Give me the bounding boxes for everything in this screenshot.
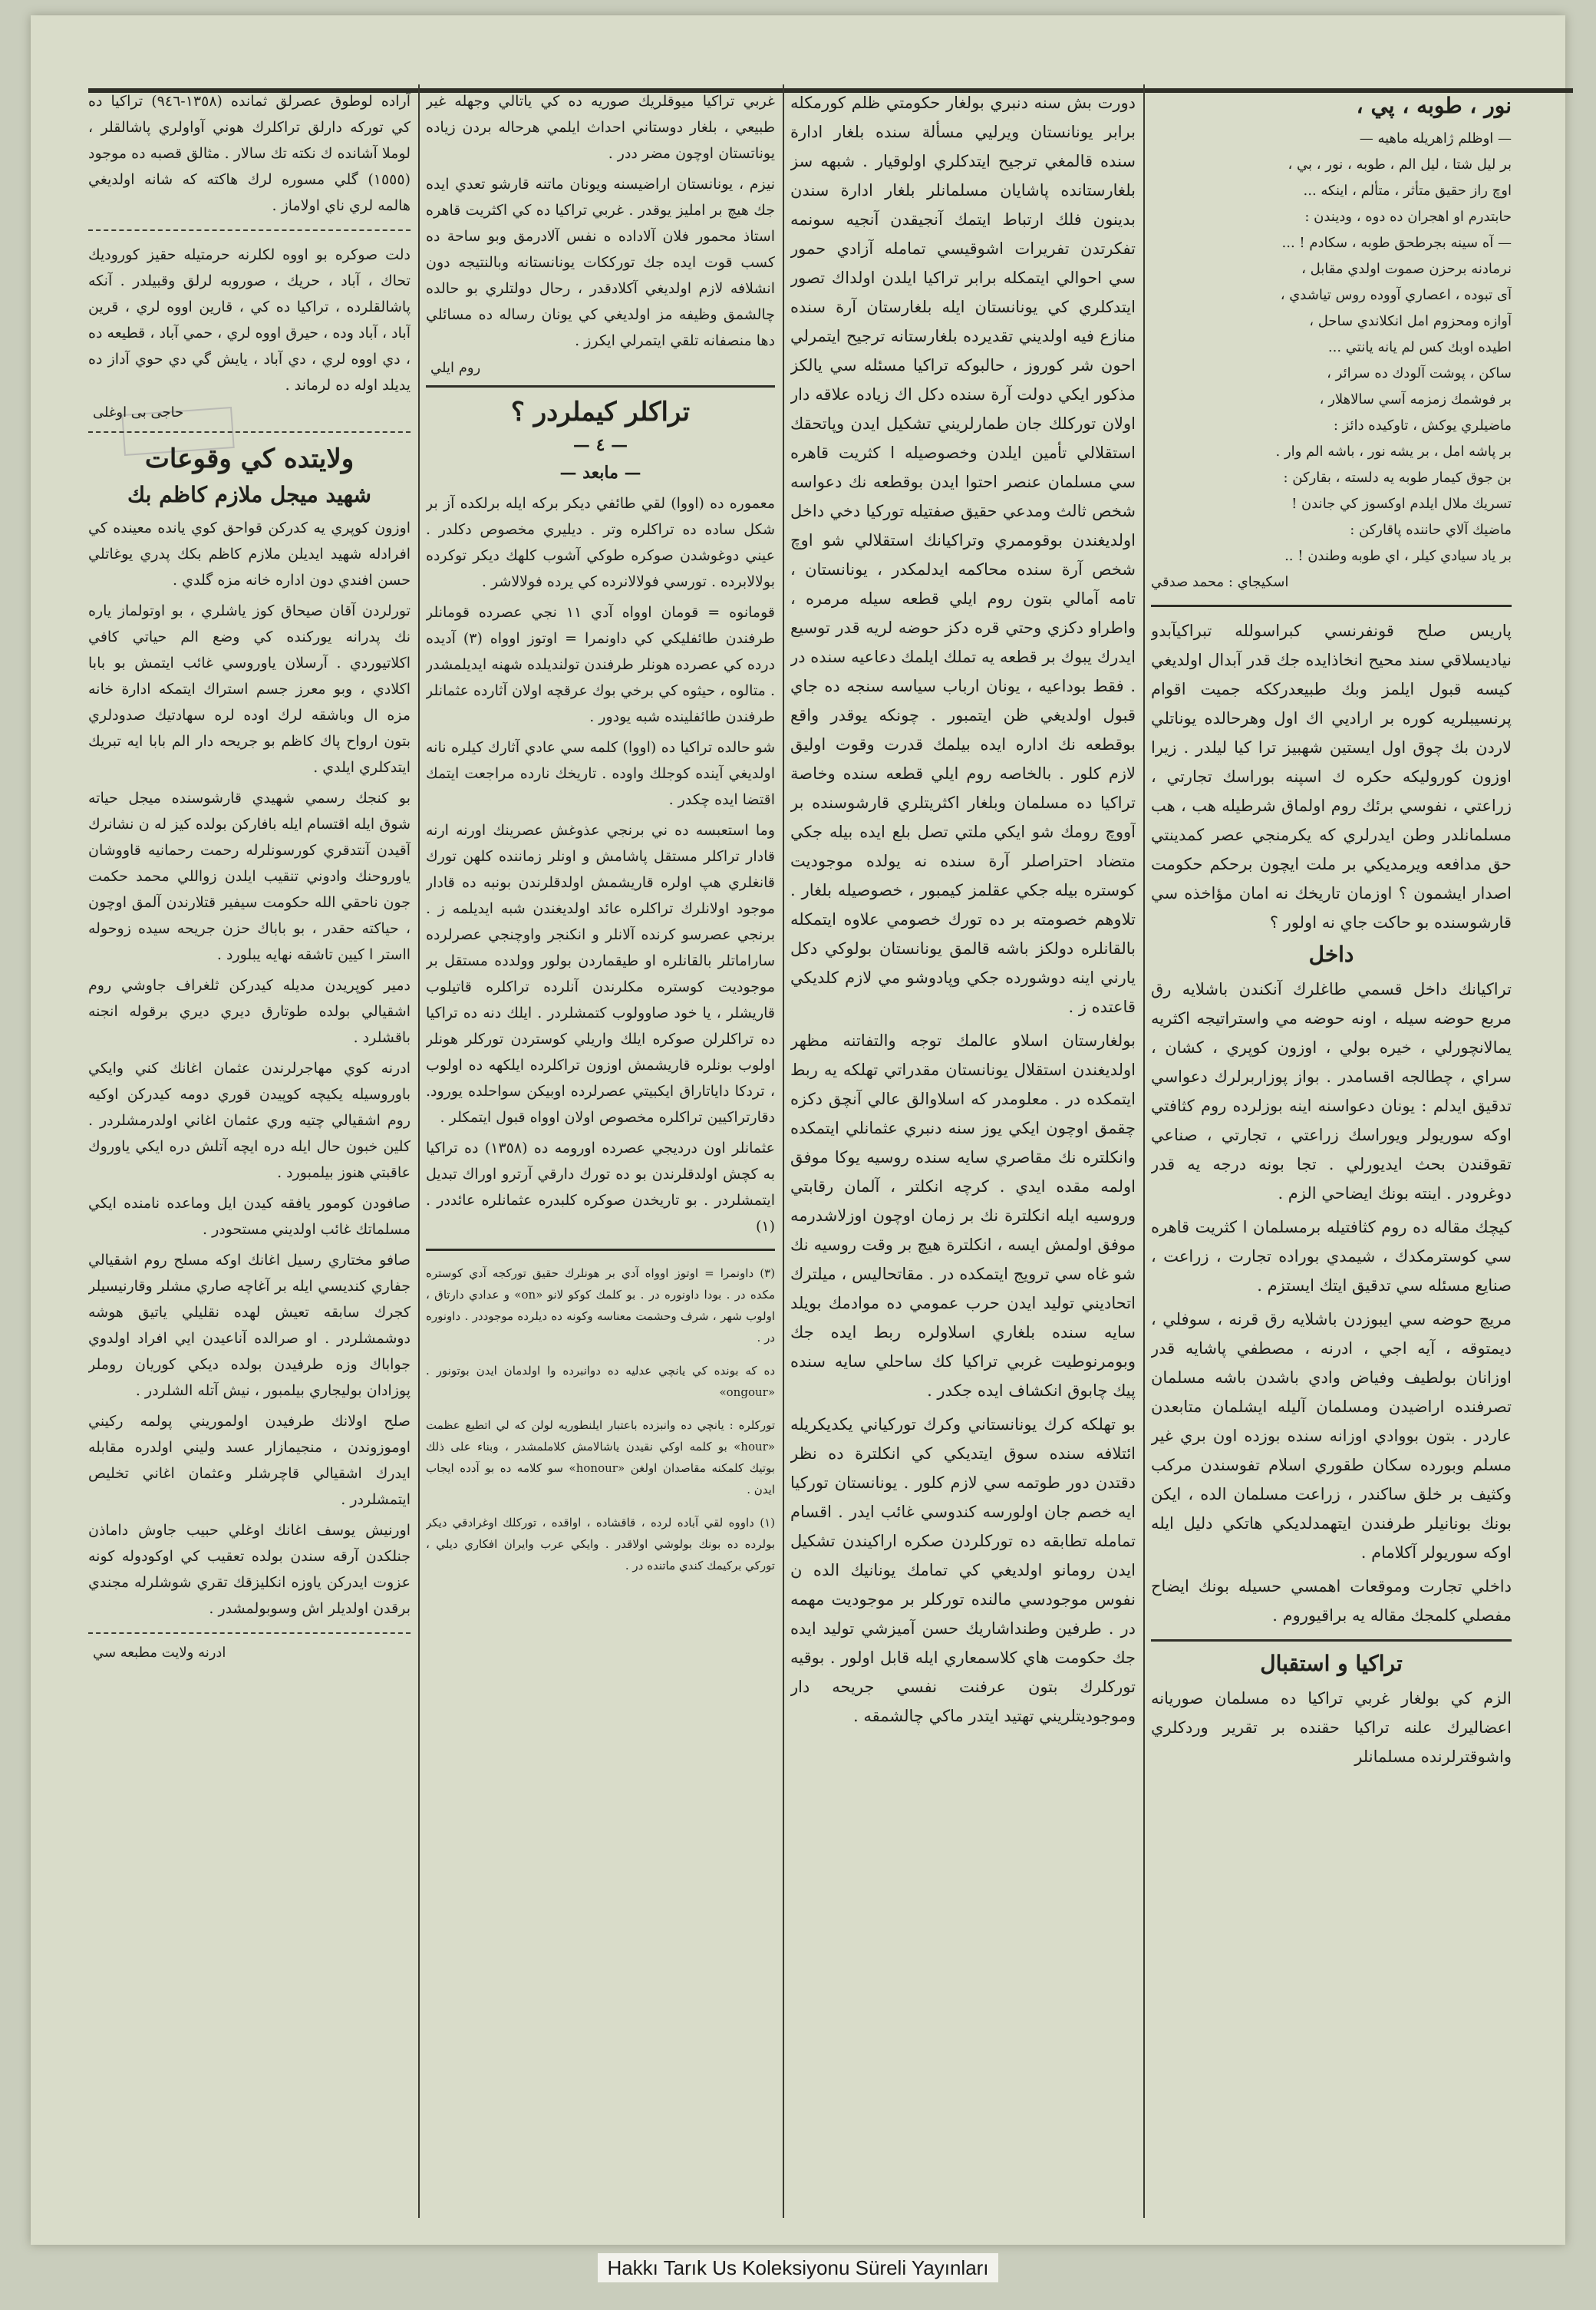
divider <box>88 229 411 231</box>
poem-line: اوچ راز حقيق متأثر ، متألم ، اينكه ... <box>1303 183 1512 199</box>
col1-body-paragraph: اوزون كوپري يه كدركن قواحق كوي يانده معينده كي افرادله شهيد ايديلن ملازم كاظم بكك پدري يوغاتلي حسن افندي دون اداره خانه مزه گلدي . <box>88 520 411 589</box>
poem-line: بر ياد سيادي كيلر ، اي طوبه وطندن ! .. <box>1284 548 1512 564</box>
poem-line: بر ليل شتا ، ليل الم ، طوبه ، نور ، بي ، <box>1288 157 1512 173</box>
col1-section-subtitle: شهيد ميجل ملازم كاظم بك <box>127 482 371 507</box>
divider <box>1151 605 1512 607</box>
column-4 <box>1151 88 1512 2222</box>
col2-footnote: (٣) داونمرا = اوتوز اوواه آدي بر هونلرك حقيق توركجه آدي كوستره مكده در . بودا داونوره در . بو كلمك كوكو لانو «on» و عدادي دارتاق ، اولوب شهر ، شرف وحشمت معناسه وكونه ده ديلرده موجوددر . داونوره در . <box>426 1266 775 1345</box>
column-rule-2 <box>783 84 784 2218</box>
poem <box>1151 126 1512 569</box>
divider <box>426 385 775 388</box>
poem-line: — آه سينه بجرطحق طوبه ، سكادم ! ... <box>1281 235 1512 251</box>
col1-body-paragraph: بو كنجك رسمي شهيدي قارشوسنده ميجل حياته شوق ايله اقتسام ايله بافاركن بولده كيز له ن نشانرك آقيدن آنتدقري كورسونلرله رحمت رحمانيه قاووشان ياوروحنك وادوني تنقيب ايلدن زواللي محمد حكمت جون ناحقي الله حكومت سيفير قتلارندن آلمق اوچون ، حياكته حقدر ، بو باباك حزن جريحه سيده زوحوله ااستر ا كيين تاشقه نهايه يبلورد . <box>88 790 411 963</box>
column-3 <box>790 88 1136 2222</box>
col2-body-paragraph: معموره ده (اووا) لقي طائفي ديكر بركه ايله برلكده آز بر شكل ساده ده تراكلره وتر . ديليري مخصوص دكلدر . عيني دوغوشدن صوكره طوكي آشوب كلهك ديكر توكرده بولالابرده . تورسي فولالانرده كي يرده فولالاشر . <box>426 495 775 590</box>
poem-line: بر فوشمك زمزمه آسي سالاهلار ، <box>1319 391 1512 408</box>
col3-paragraph: دورت بش سنه دنبري بولغار حكومتي ظلم كورمكله برابر يونانستان ويرليي مسألة سنده بلغار ادارة سنده قالمغي ترجيح ايتدكلري اولوقيار . شبهه سز بلغارستانده پاشايان مسلمانلر بلغار ادارة سندن بدينون فلك ارتباط ايتمك آنجيقدن آنجيه سونمه تفكرتدن تفريرات اشوقيسي تمامله آزادي حمور سي احوالي ايتمكله برابر تراكيا ايلدن اولداك تصور ايتدكلري كي يونانستان ايله بلغارستان آرة سنده منازع فيه اولديني تقديرده بلغارستانه ترجيح ايتمرلي احون شر كوروز ، حالبوكه تراكيا مسئله سي يالكز مذكور ايكي دولت آرة سنده دكل اك زياده علاقه دار اولان توركلك جان طمارلريني تشكيل ايدن وپاتحقك استقلالي تأمين ايلدن وخصوصيله ا كثريت قاهره سي مسلمان عنصر احتوا ايدن بوقطعه نك دعواسه شخص ثالث ومدعي حقيق صفتيله توركيا دخي داخل اولديغندن بوقوممري وتراكيانك استقلالي شو اوچ شخص آرة سنده محاكمه ايدلمكدر ، يونانستان ، تامه آمالي بتون روم ايلي قطعه سيله مرمره ، واطراو دكزي وحتي قره دكز حوضه لريه قدر توسيع ايدرك يبوك بر قطعه يه تملك ايلمك دعاعيه سنده در . فقط بوداعيه ، يونان ارباب سياسه سنجه ده جاي قبول اولديغي ظن ايتمبور . چونكه يوقدر واقع بوقطعه نك اداره ايده بيلمك قدرت وقوت اوليق لازم كلور . بالخاصه روم ايلي قطعه سنده وخاصة تراكيا ده مسلمان وبلغار اكثريتلري قارشوسنده بر آووچ رومك شو ايكي ملتي تصل بلع ايده بيله جكي متضاد احتراصلر آرة سنده نه يولده موجوديت كوستره بيله جكي عقلمز كيمبور ، خصوصيله بلغار . تلاوهم خصومته بر ده تورك خصومي علاوه ايتمكله بالقانلره دولكز باشه قالمق يونانستان بولوكي دكل يارني اينه دوشورده جكي وپادوشو مي لازم كلديكي قاعتده ز . <box>790 94 1136 1016</box>
divider <box>88 431 411 433</box>
divider <box>1151 1639 1512 1642</box>
col1-intro-paragraph: دلت صوكره بو اووه لكلرنه حرمتيله حقيز كوروديك تحاك ، آباد ، حريك ، صوروبه لرلق وقبيلدر . آنكه پاشالقلرده ، تراكيا ده كي ، قارين اووه لري ، قرين آباد ، آباد وده ، حيرق اووه لري ، حمي آباد ، قطيعه ده ، دي اووه لري ، دي آباد ، يايش گي دي حوي آداز ده يديلد اوله ده لرماند . <box>88 246 411 394</box>
col3-paragraph: بولغارستان اسلاو عالمك توجه والتفاتنه مظهر اولديغندن استقلال يونانستان مقدراتي تهلكه يه ربط ايتمكده در . معلومدر كه اسلاوالق عالي آنچق دكزه چقمق اوچون ايكي يوز سنه دنبري عثمانلي ايتمكده وانكلتره نك مقاصري سايه سنده روسيه يوكا موفق اولمه مقده ايدي . كرچه انكلتر ، آلمان رقابتي وروسيه ايله انكلترة نك بر زمان اوچون اوزلاشدرمه موفق اولمش ايسه ، انكلترة هيچ بر وقت روسيه نك شو غاه سي ترويج ايتمكده در . مقاتحاليس ، ميلترك اتحاديني توليد ايدن حرب عمومي ده موادمك بويلد سايه سنده بلغاري اسلاولره ربط ايده جك وبومرنوطيت غربي تراكيا كك ساحلي سايه سنده پيك چابوق انكشاف ايده جكدر . <box>790 1031 1136 1400</box>
col1-intro <box>88 88 411 398</box>
col4-paragraph: داخلي تجارت وموقعات اهمسي حسيله بونك ايضاح مفصلي كلمجك مقاله يه براقيوروم . <box>1151 1577 1512 1625</box>
col2-signature: روم ايلي <box>430 360 481 376</box>
collection-footer <box>0 2252 1596 2310</box>
poem-title: نور ، طوبه ، پي ، <box>1356 93 1512 118</box>
column-rule-3 <box>1143 84 1145 2218</box>
col2-body-paragraph: شو حالده تراكيا ده (اووا) كلمه سي عادي آثارك كيلره نانه اولديغي آينده كوجلك واوده . تاريخك نارده مراجعت ايتمك اقتضا ايده چكدر . <box>426 739 775 808</box>
col4-subsection-title: تراكيا و استقبال <box>1260 1651 1403 1676</box>
col2-footnote: (١) داووه لقي آباده لرده ، قاقشاده ، اواقده ، توركلك اوغرادقي ديكر بولرده ده بونك بولوشي اولاقدر . وايكي عرب وايران افكاري ديلي ، توركي بركيمك كندي ماتنده در . <box>426 1516 775 1572</box>
poem-line: ساكن ، پوشت آلودك ده سرائر ، <box>1327 365 1512 381</box>
col1-section-title: ولايتده كي وقوعات <box>144 444 354 474</box>
col1-body-paragraph: تورلردن آقان صيحاق كوز ياشلري ، بو اوتولماز ياره نك پدرانه يوركنده كي وضع الم حياتي كافي اكلاتيوردي . آرسلان ياوروسي غائب ايتمش بو بابا اكلادي ، وبو معرز جسم استراك ايتمكه ادارة خانه مزه ال وباشقه لرك اوده لره سهادتيك صدودلري بتون ارواح پاك كاظم بو جريحه دار الم بابا ايه تبريك ايتدكلري ايلدي . <box>88 602 411 776</box>
col4-subsection-title: داخل <box>1308 942 1354 967</box>
col4-paragraph: كيچك مقاله ده روم كثافتيله برمسلمان ا كثريت قاهره سي كوسترمكدك ، شيمدي بوراده تجارت ، زراعت ، صنايع مسئله سي تدقيق ايتك ايستزم . <box>1151 1218 1512 1295</box>
divider <box>88 1632 411 1634</box>
poem-line: ماضيلري يوكش ، تاوكيده دائز : <box>1333 417 1512 434</box>
column-2 <box>426 88 775 2222</box>
col2-intro-paragraph: غربي تراكيا ميوقلريك صوريه ده كي ياتالي وجهله غير طبيعي ، بلغار دوستاني احداث ايلمي هرحاله بردن زياده يوناتستان اوچون مضر ددر . <box>426 93 775 162</box>
column-1 <box>88 88 411 2222</box>
col1-body-paragraph: صافو مختاري رسيل اغانك اوكه مسلح روم اشقيالي جفاري كنديسي ايله بر آغاچه صاري مشلر وقارنيسيلر كجرك سابقه تعيش لهده نقليلي ياتيق هوشه دوشمشلردر . او صرالده آناعيدن ايي افراد اولدوي جواباك وزه طرفيدن بولده ديكي كوريان روملر پوزادان بوليجاري بيلمبور ، نيش آتله الشلردر . <box>88 1252 411 1399</box>
col1-body-paragraph: صافودن كومور يافقه كيدن ايل وماعده نامنده ايكي مسلماتك غائب اولديني مستحودر . <box>88 1195 411 1238</box>
col2-section-sub: — مابعد — <box>559 463 641 483</box>
poem-line: تسريك ملال ايلدم اوكسوز كي جاندن ! <box>1291 496 1512 512</box>
col2-body-paragraph: قومانوه = قومان اوواه آدي ١١ نجي عصرده قومانلر طرفندن طائفليكي كي داونمرا = اوتوز اوواه (٣) آديده درده كي عصرده هونلر طرفندن تولنديلده شهنه ايديلمشدر . متالوه ، حيثوه كي برخي بوك عرقچه اولان آثارده عثمانلر طرفندن طائفلينده شبه يودور . <box>426 604 775 725</box>
col2-section-number: — ٤ — <box>572 435 628 455</box>
poem-line: بر پاشه امل ، بر يشه نور ، باشه الم وار . <box>1275 444 1512 460</box>
col2-intro-paragraph: نيزم ، يونانستان اراضيسنه ويونان ماتنه قارشو تعدي ايده جك هيچ بر امليز يوقدر . غربي تراكيا ده كي اكثريت قاهره استاذ محمور فلان آلاداده ه نفس آلادرمق وبو ساحة ده كسب قوت ايده جك تورككات يونانستانه وبالنتيجه دون انشلافه لازم اولديغي آكلادقدر ، رحال دولتلري بو حالده چالشمق وظيفه مز اولديغي كي يونان رساله ده مسائلي دها منصفانه تلقي ايتمرلي ايكرز . <box>426 176 775 349</box>
poem-line: بن جوق كيمار طوبه يه دلسته ، بقاركن : <box>1283 470 1512 486</box>
poem-line: حابتدرم او اهجران ده دوه ، وديندن : <box>1304 209 1512 225</box>
col4-paragraph: تراكيانك داخل قسمي طاغلرك آنكندن باشلايه رق مربع حوضه سيله ، اونه حوضه مي واستراتيجه اكثريه يمالانچورلي ، خيره بولي ، اوزون كوپري ، كشان ، سراي ، چطالجه اقسامدر . بواز پوزاربرلرك دعواسي تدقيق ايدلم : يونان دعواسنه اينه بوزلرده روم كثافتي اوكه سوريولر ويوراسك زراعتي ، تجارتي ، صناعي تقوقندن بحث ايديورلي . تجا بونه درجه يه قدر دوغرودر . اينته بونك ايضاحي الزم . <box>1151 980 1512 1203</box>
poem-line: — اوظلم ژاهريله ماهيه — <box>1359 130 1512 147</box>
col2-footnote: توركلره : يانچي ده وانبزده باعتبار ايلنطوريه لولن كه لي اتطيع عظمت «hour» بو كلمه اوكي نقيدن ياشالامش كلاملمشدر ، وبناء على ذلك بوتيك كلمكنه مقاصدان اولغن «honour» سو كلامه ده بو آدده ايجاب ايدن . <box>426 1418 775 1497</box>
col1-intro-paragraph: آراده لوطوق عصرلق ثمانده (١٣٥٨-٩٤٦) تراكيا ده كي توركه دارلق تراكلرك هوني آواولري پاشالقلر ، لوملا آشانده ك نكته تك سالار . مثالق قصبه ده موجود (١٥٥٥) گلي مسوره لرك هاكته كه شانه اولديغي هالمه لري ناي اولاماز . <box>88 93 411 214</box>
col1-body-paragraph: ادرنه كوي مهاجرلرندن عثمان اغانك كني وايكي باوروسيله يكيچه كوپيدن قوري دومه كيدركن اوكيه روم اشقيالي چتيه وري عثمان اغاني اولدرمشلردر . كلين خبون حال ايله دره ايچه آتلش دره ايكي ياوروك عاقبتي هنوز بيلمبورد . <box>88 1060 411 1181</box>
col1-signature: حاجى بى اوغلى <box>93 404 184 421</box>
col1-body-paragraph: صلح اولانك طرفيدن اولموريني پولمه ركيني اوموزوندن ، منجيمازار عسد وليني اولدره مقابله ايدرك اشقيالي قاچرشلر وعثمان اغاني تخليص ايتمشلردر . <box>88 1413 411 1508</box>
collection-credit: Hakkı Tarık Us Koleksiyonu Süreli Yayınları <box>598 2253 998 2282</box>
poem-line: اطيده اوبك كس لم يانه يانتي ... <box>1327 339 1512 355</box>
poem-line: ماضيك آلاي حاننده پاقاركن : <box>1350 522 1512 538</box>
poem-signature <box>1151 569 1512 596</box>
col2-numbered-paragraph: عثمانلر اون درديجي عصرده اورومه ده (١٣٥٨) ده تراكيا به كچش اولدقلرندن بو ده تورك دارقي آرترو اوراك تبديل ايتمشلردر . بو تاريخدن صوكره كلبدره عثمانلره عائددر . (١) <box>426 1140 775 1235</box>
poem-location: اسكيجاي : <box>1228 574 1289 590</box>
col2-section-title: تراكلر كيملردر ؟ <box>510 397 691 427</box>
column-rule-1 <box>418 84 420 2218</box>
col4-paragraph: مريچ حوضه سي ايبوزدن باشلايه رق قرنه ، سوفلي ، ديمتوقه ، آيه اجي ، ادرنه ، مصطفي پاشايه قدر اوزانان بولطيف وفياض وادي باشدن باشه مسلمان تصرفنده اراضيدن ومسلمان آليله ايشلمان متابعدن عاردر . بتون بووادي اوزانه سنده بوزده اون بري غير مسلم وبورده سكان طقوري اسلام تفوسندن مركب وكثيف بر خلق ساكندر ، زراعت مسلمان الده ، ايكن بونك بونانيلر طرفندن ايتهمدلديكي هاتكي دليل ايله اوكه سوريولر آكلامام . <box>1151 1310 1512 1562</box>
col2-body-paragraph: وما استعبسه ده ني برنجي عذوغش عصرينك اورنه ارنه قادار تراكلر مستقل پاشامش و اونلر زماننده كلهن تورك قانغلري هپ اولره قاريشمش اولدقلرندن بونبه ده قادار موجود اولانلرك تراكلره عائد اولديغندن شبه ايديلمه ز . برنجي عصرسو كرنده آلانلر و انكنجر واوچنجي عصرلرده ساراماتلر بالقانلره او طيقماردن بولور وولدده مستقل بر موجوديت كوستره مكلرندن آنلرده تراكلره قاتيلوب قاريشلر ، يا خود صاوولوب كتمشلردر . ايلك دنه ده تراكيا ده تراكلرلن صوكره ايلك واريلي كوستردن توركلر هونلر اولوب بونلره قاريشمش اوزون تراكلرده ايلكهه ده اولوب ، تردكا داياتاراق ايكبيتي عصرلرده اوبيكن سواحلده يورود. دقارتراكيين تراكلره مخصوص اولان اوواه قبول ايتمكلر . <box>426 822 775 1126</box>
col4-paragraph: الزم كي بولغار غربي تراكيا ده مسلمان صوريانه اعضاليرك علنه تراكيا حقنده بر تقرير وردكلري واشوقترلرنده مسلمانلر <box>1151 1689 1512 1766</box>
col1-body-paragraph: اورنيش يوسف اغانك اوغلي حبيب جاوش داماذن جنلكدن آرقه سندن بولده تعقيب كي اوكودوله كونه عزوت ايدركن ياوزه انكليزقك تقري شوشلرله مجندي برقدن اولديلر اش وسوبولمشدر . <box>88 1522 411 1617</box>
poem-line: آى تبوده ، اعصاري آووده روس تياشدي ، <box>1280 287 1512 303</box>
divider <box>426 1249 775 1251</box>
poem-author: محمد صدقي <box>1151 574 1225 590</box>
col1-body-paragraph: دمير كوپريدن مديله كيدركن ثلغراف جاوشي روم اشقيالي بولده طوتارق ديري ديري برقوله انجنه باقشلرد . <box>88 977 411 1046</box>
col4-paragraph: پاريس صلح قونفرنسي كبراسولله تبراكيآبدو نياديسلاقي سند محيح انخاذايده جك قدر آبدال اولديغي كيسه قبول ايلمز وبك طبيعدرككه جميت اقوام پرنسيبلريه كوره بر اراديي اك اول وهرحالده يوناتلي لاردن بك چوق اول ايستين شهبيز ترا كيا ليلدر . زيرا اوزون كوروليكه حكره ك اسپنه بوراسك تجارتي ، زراعتي ، نفوسي برئك روم اولماق شرطيله هب ، هب مسلمانلدر وطن ايدرلري كه يكرمنجي عصر كمدينتي حق مدافعه ويرمديكي بر ملت ايچون برحكم حكومت اصدار ايشمون ؟ اوزمان تاريخك نه امان مؤاخذه سي قارشوسنده بو حاكت جاي نه اولور ؟ <box>1151 622 1512 932</box>
poem-line: آوازه ومحزوم امل انكلاندي ساحل ، <box>1309 313 1512 329</box>
col2-footnote: ده كه بونده كي يانچي عدليه ده دوانبرده وا اولدمان ايدن بوتونور . «ongour» <box>426 1364 775 1399</box>
poem-line: نرمادنه برحزن صموت اولدي مقابل ، <box>1301 261 1512 277</box>
col1-signature: ادرنه ولايت مطبعه سي <box>93 1645 226 1661</box>
col3-paragraph: بو تهلكه كرك يونانستاني وكرك توركياني يكديكريله ائتلافه سنده سوق ايتديكي كي انكلترة ده نظر دقتدن دور طوتمه سي لازم كلور . يونانستان توركيا ايه خصم جان اولورسه كندوسي غائب ايدر . اقسام تمامله تطابقه ده توركلردن صكره اراكيندن تشكيل ايدن رومانو اولديغي كي تمامك يونانيك الده ن نفوس موجودسي مالنده توركلر بر موجوديت مهمه در . طرفين وطنداشاريك حسن آميزشي توليد ايده جك حكومت هاي كلاسمعاري ايله قابل اولور . بوقيه توركلرك بتون عرفنت نفسي جريحه دار وموجوديتلريني تهتيد ايتدر ماكي چالشمقه . <box>790 1415 1136 1725</box>
